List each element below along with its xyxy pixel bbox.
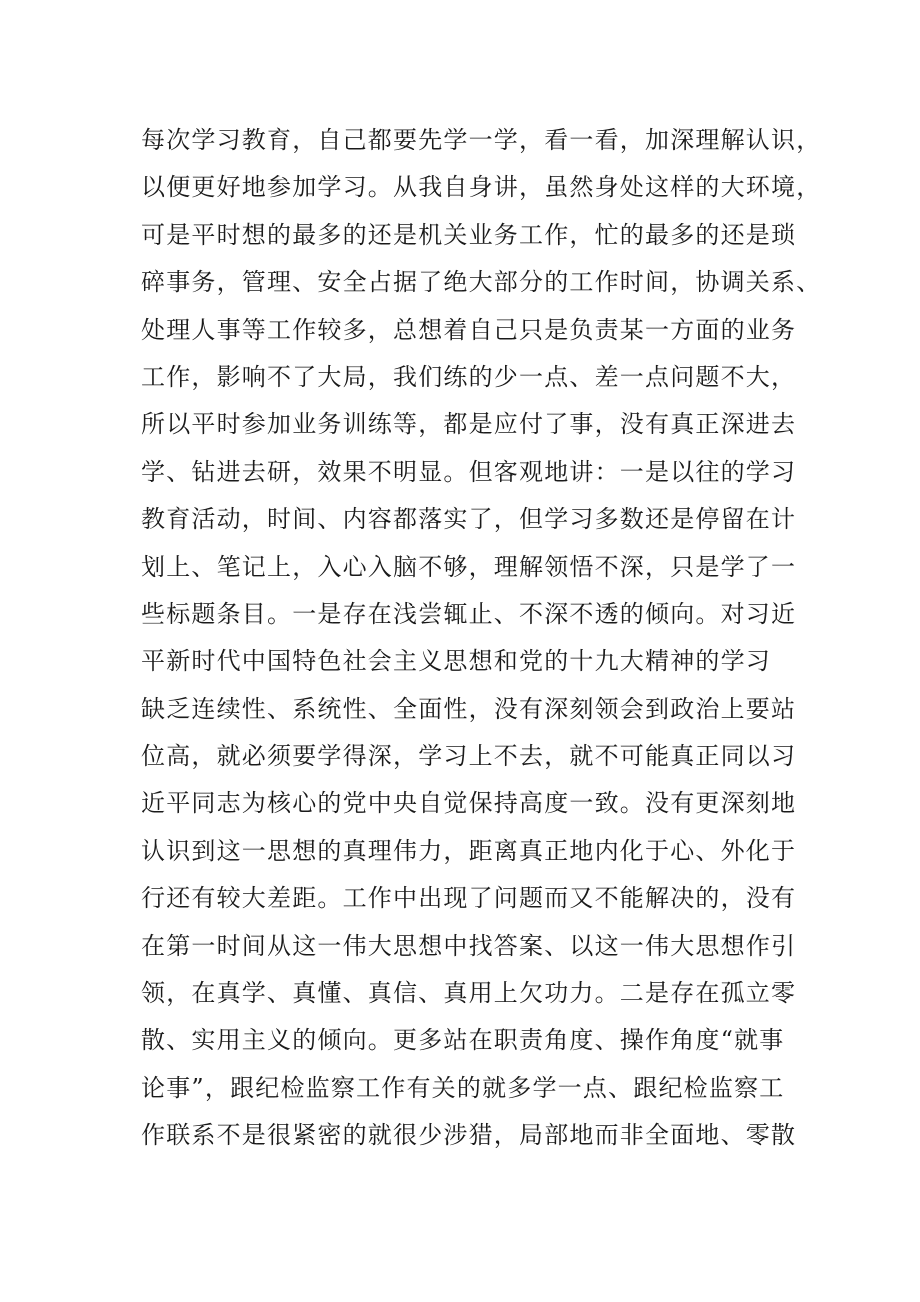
text-line: 平新时代中国特色社会主义思想和党的十九大精神的学习	[141, 647, 771, 676]
text-line: 划上、笔记上，入心入脑不够，理解领悟不深，只是学了一	[141, 552, 797, 581]
text-line: 工作，影响不了大局，我们练的少一点、差一点问题不大，	[141, 362, 797, 391]
text-line: 领，在真学、真懂、真信、真用上欠功力。二是存在孤立零	[141, 979, 797, 1008]
text-line: 近平同志为核心的党中央自觉保持高度一致。没有更深刻地	[141, 789, 797, 818]
text-line: 每次学习教育，自己都要先学一学，看一看，加深理解认识，	[141, 126, 822, 154]
text-line: 碎事务，管理、安全占据了绝大部分的工作时间，协调关系、	[141, 268, 822, 297]
text-line: 处理人事等工作较多，总想着自己只是负责某一方面的业务	[141, 315, 797, 344]
text-line: 以便更好地参加学习。从我自身讲，虽然身处这样的大环境，	[141, 173, 822, 202]
text-line: 散、实用主义的倾向。更多站在职责角度、操作角度“就事	[141, 1026, 785, 1055]
text-line: 些标题条目。一是存在浅尝辄止、不深不透的倾向。对习近	[141, 599, 797, 628]
text-line: 缺乏连续性、系统性、全面性，没有深刻领会到政治上要站	[141, 694, 797, 723]
text-line: 认识到这一思想的真理伟力，距离真正地内化于心、外化于	[141, 836, 797, 865]
text-line: 行还有较大差距。工作中出现了问题而又不能解决的，没有	[141, 884, 797, 913]
text-line: 所以平时参加业务训练等，都是应付了事，没有真正深进去	[141, 410, 797, 439]
text-line: 学、钻进去研，效果不明显。但客观地讲：一是以往的学习	[141, 457, 797, 486]
text-line: 位高，就必须要学得深，学习上不去，就不可能真正同以习	[141, 742, 797, 771]
text-line: 作联系不是很紧密的就很少涉猎，局部地而非全面地、零散	[141, 1121, 797, 1150]
text-line: 在第一时间从这一伟大思想中找答案、以这一伟大思想作引	[141, 931, 797, 960]
text-line: 论事”，跟纪检监察工作有关的就多学一点、跟纪检监察工	[141, 1073, 785, 1102]
body-text	[141, 117, 822, 1160]
text-line: 可是平时想的最多的还是机关业务工作，忙的最多的还是琐	[141, 220, 797, 249]
text-line: 教育活动，时间、内容都落实了，但学习多数还是停留在计	[141, 505, 797, 534]
